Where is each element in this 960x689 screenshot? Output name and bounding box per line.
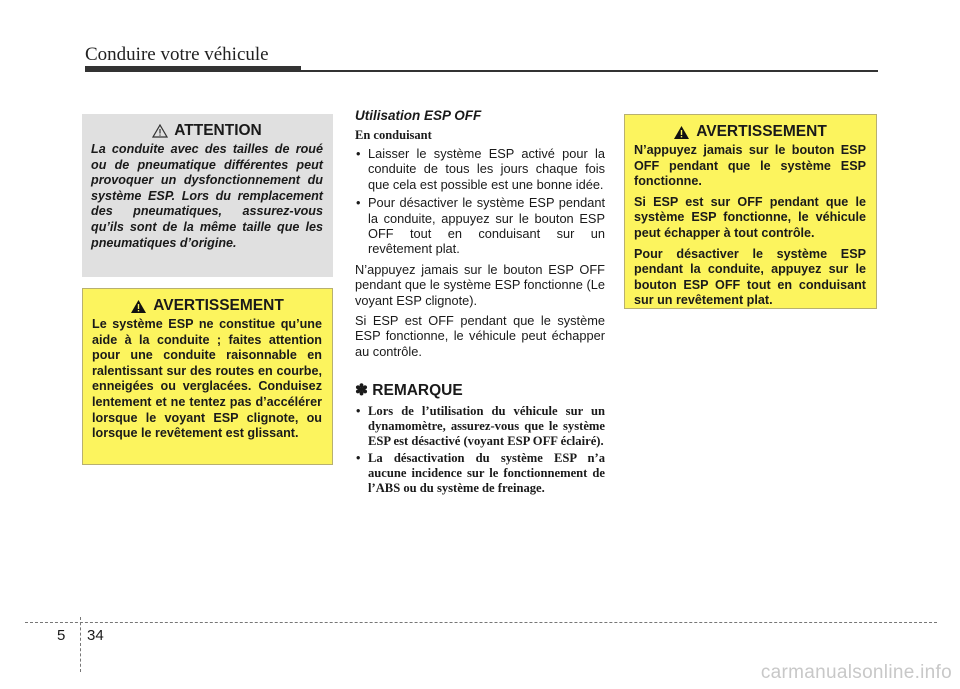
bullet-marker: • <box>356 146 361 161</box>
attention-body: La conduite avec des tailles de roué ou de pneumatique différentes peut provoquer un dysfonctionnement du système ESP. Lors du remplacement des pneumatiques, assurez-vous qu’ils sont de la même taille que les pneumatiques d’origine. <box>91 142 323 250</box>
bullet-text: Laisser le système ESP activé pour la conduite de tous les jours chaque fois que cela est possible est une bonne idée. <box>368 146 605 192</box>
warning-left-body: Le système ESP ne constitue qu’une aide à la conduite ; faites attention pour une conduite raisonnable en ralentissant sur des routes en courbe, enneigées ou verglacées. Conduisez lentement et ne tentez pas d’accélérer lorsque le voyant ESP clignote, ou lorsque le revêtement est glissant. <box>92 317 322 441</box>
bullet-marker: • <box>356 195 361 211</box>
warning-right-header <box>634 123 866 141</box>
warning-triangle-icon <box>130 299 147 314</box>
footer-dashed-divider <box>80 617 81 672</box>
warning-right-body <box>634 143 866 309</box>
warning-triangle-icon <box>673 125 690 140</box>
list-item <box>355 404 605 449</box>
list-item <box>355 451 605 496</box>
esp-off-subhead: En conduisant <box>355 128 432 142</box>
warning-triangle-icon <box>152 124 168 138</box>
watermark-text: carmanualsonline.info <box>760 662 952 683</box>
bullet-text: La désactivation du système ESP n’a aucune incidence sur le fonctionnement de l’ABS ou du système de freinage. <box>368 451 605 496</box>
warning-right-paragraph: Pour désactiver le système ESP pendant la conduite, appuyez sur le bouton ESP OFF tout en conduisant sur un revêtement plat. <box>634 246 866 308</box>
bullet-marker: • <box>356 451 361 466</box>
warning-left-title: AVERTISSEMENT <box>153 297 284 314</box>
attention-box <box>82 114 333 277</box>
attention-title: ATTENTION <box>174 122 262 139</box>
page-number: 34 <box>87 627 104 644</box>
warning-right-paragraph: Si ESP est sur OFF pendant que le système ESP fonctionne, le véhicule peut échapper à tout contrôle. <box>634 194 866 240</box>
esp-off-title: Utilisation ESP OFF <box>355 108 482 123</box>
bullet-text: Lors de l’utilisation du véhicule sur un dynamomètre, assurez-vous que le système ESP est désactivé (voyant ESP OFF éclairé). <box>368 404 605 449</box>
header-rule-thick <box>85 66 301 72</box>
esp-off-paragraph: Si ESP est OFF pendant que le système ESP fonctionne, le véhicule peut échapper au contrôle. <box>355 313 605 359</box>
warning-box-right <box>624 114 877 309</box>
warning-left-header <box>92 297 322 315</box>
attention-header <box>91 122 323 140</box>
page-header-title: Conduire votre véhicule <box>85 44 269 65</box>
bullet-text: Pour désactiver le système ESP pendant la conduite, appuyez sur le bouton ESP OFF tout en conduisant sur un revêtement plat. <box>368 195 605 257</box>
warning-right-paragraph: N’appuyez jamais sur le bouton ESP OFF pendant que le système ESP fonctionne. <box>634 143 866 189</box>
footer-dashed-rule <box>25 622 937 623</box>
bullet-marker: • <box>356 404 361 419</box>
header-rule-thin <box>301 70 878 72</box>
list-item <box>355 146 605 192</box>
esp-off-paragraph: N’appuyez jamais sur le bouton ESP OFF pendant que le système ESP fonctionne (Le voyant ESP clignote). <box>355 261 605 308</box>
remarque-title: ✽ REMARQUE <box>355 382 463 400</box>
warning-box-left <box>82 288 333 465</box>
esp-off-section <box>355 108 605 498</box>
chapter-number: 5 <box>57 627 66 644</box>
warning-right-title: AVERTISSEMENT <box>696 123 827 140</box>
list-item <box>355 195 605 257</box>
